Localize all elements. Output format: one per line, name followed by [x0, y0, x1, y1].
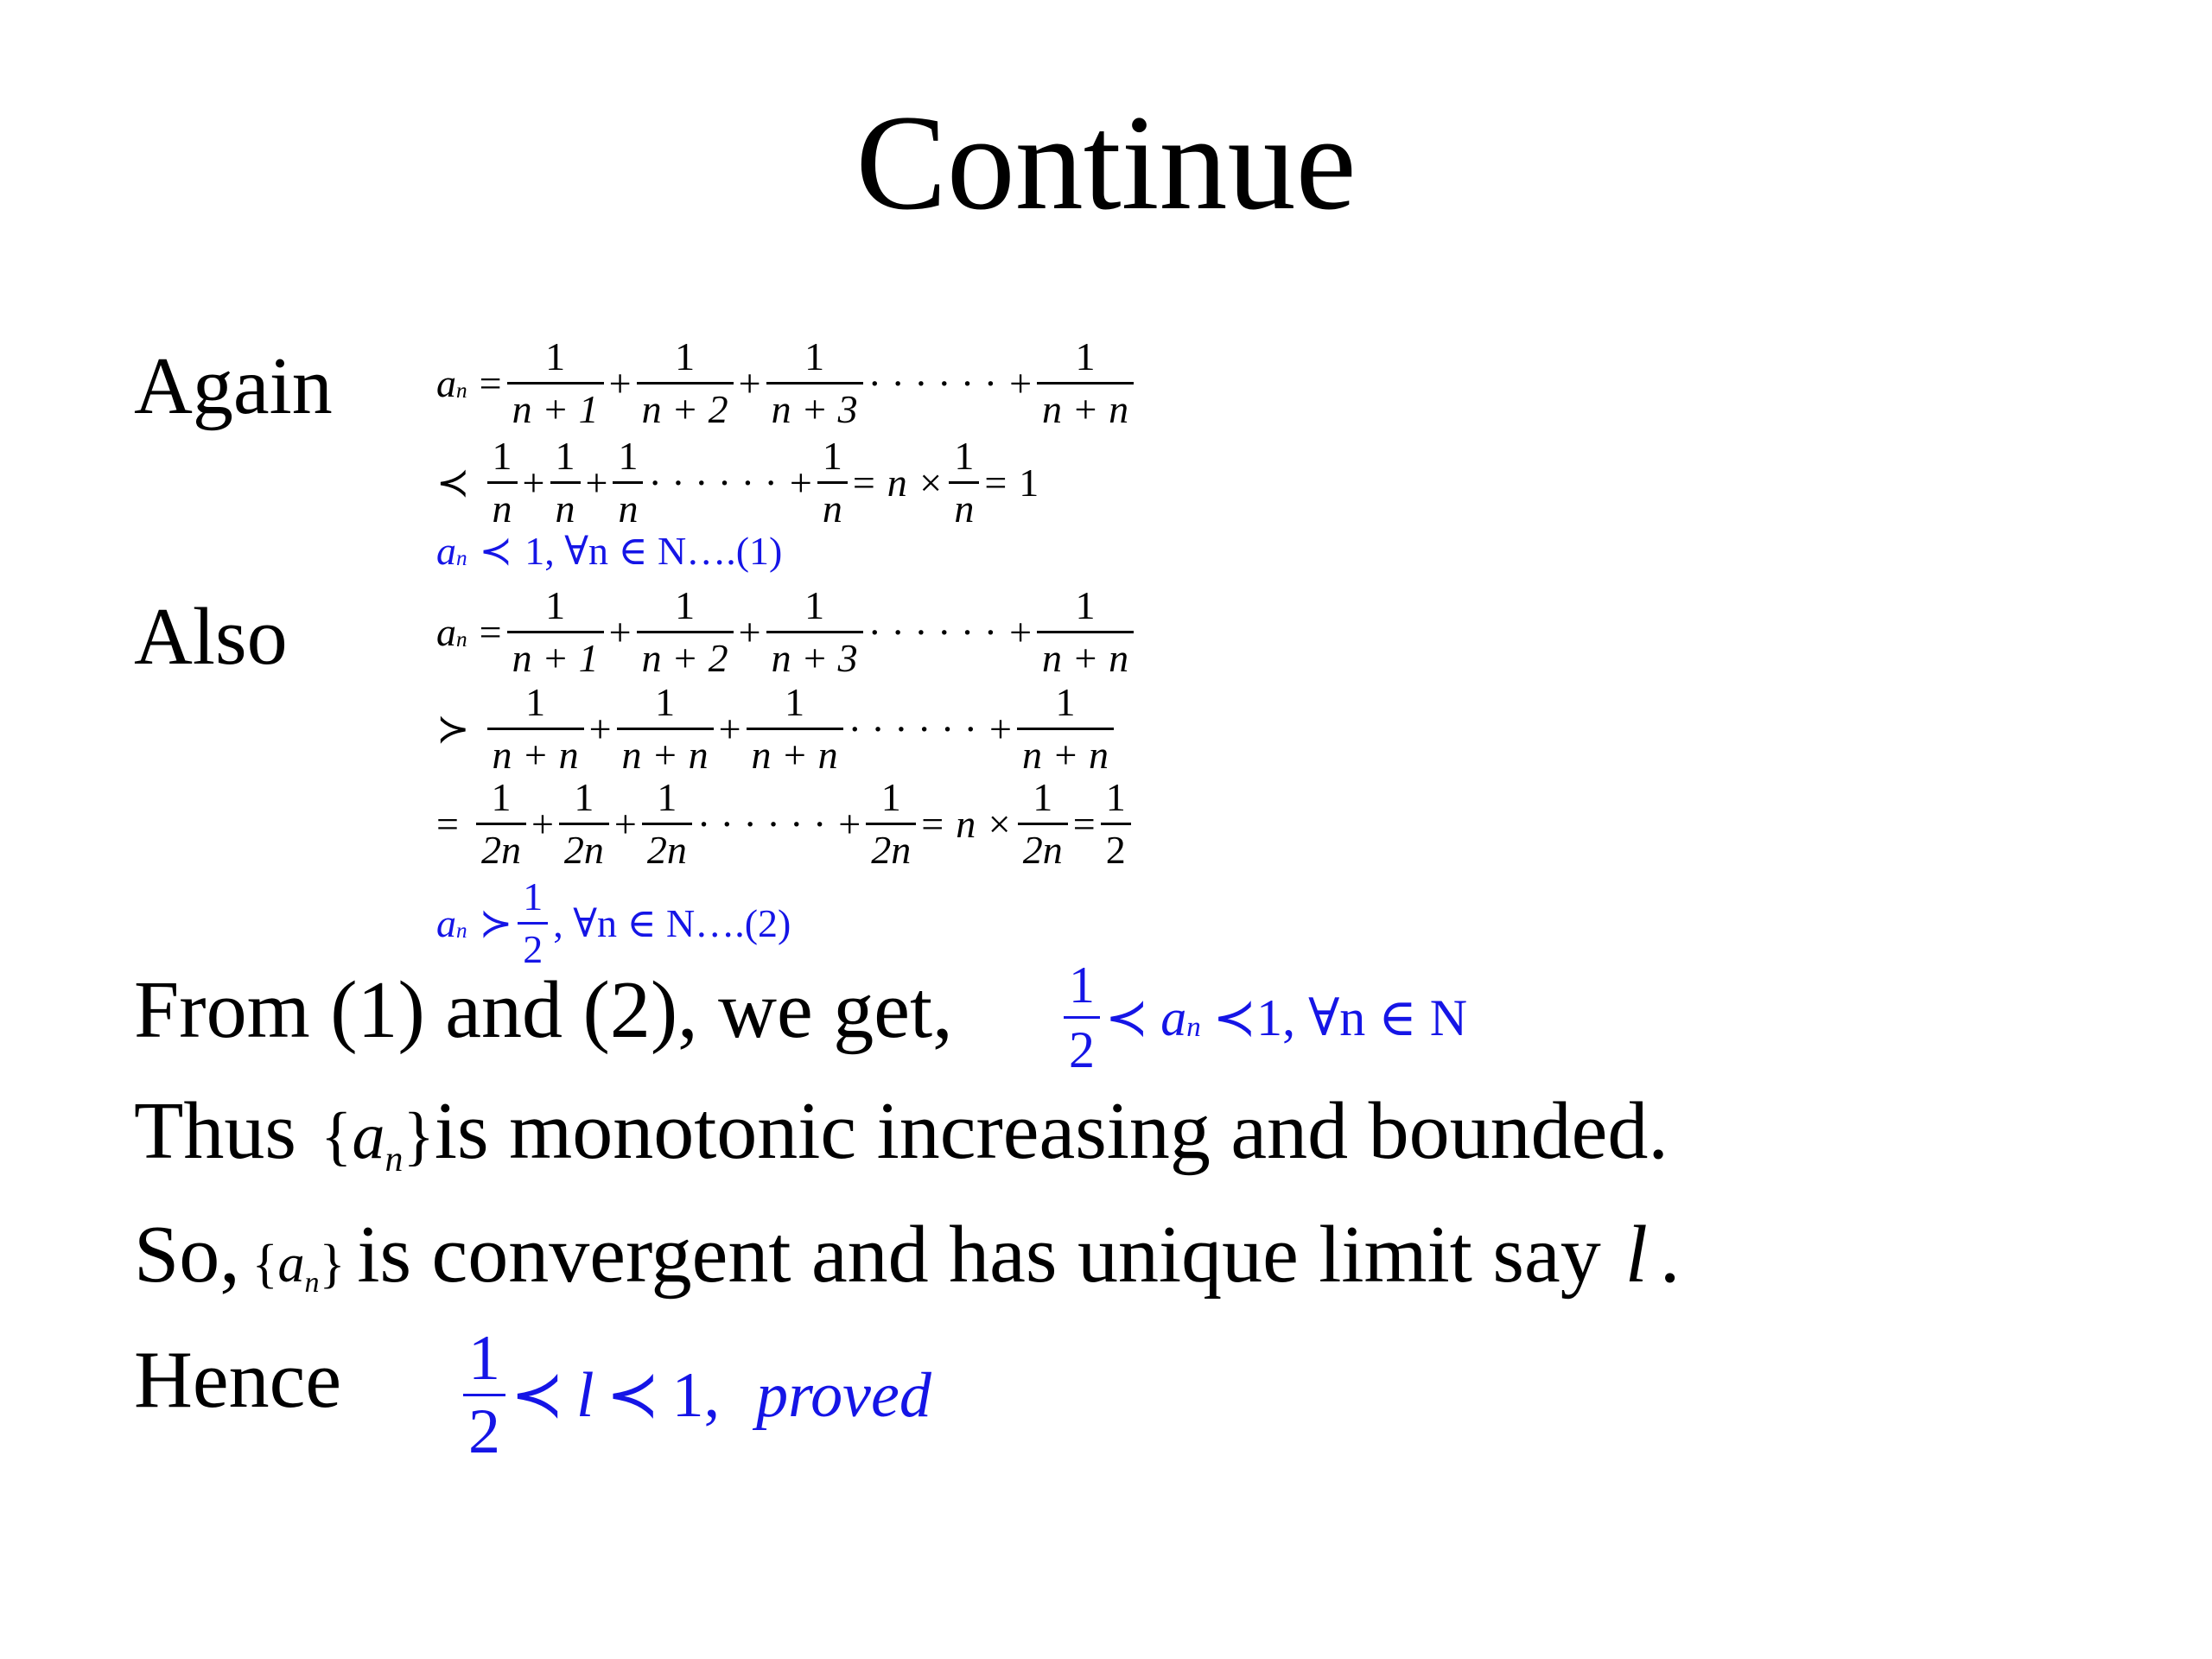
sentence-thus: Thus {an} is monotonic increasing and bounded.: [134, 1086, 1669, 1179]
label-also: Also: [134, 592, 288, 682]
label-again: Again: [134, 341, 333, 431]
equation-result-2: a n ≻ $\frac{1}{2}$ , ∀n ∈ N….(2): [436, 874, 791, 971]
equation-combined-bounds: $\frac{1}{2}$ ≺ a n ≺ 1 , ∀n ∈ N: [1058, 959, 1467, 1076]
equation-upper-bound: ≺ $\frac{1}{n}$ + $\frac{1}{n}$ + $\frac{1}{n}$ · · · · · · + $\frac{1}{n}$ = n × $\frac{1}{n}$ = 1: [436, 434, 1039, 531]
sequence-set: {an}: [321, 1100, 435, 1179]
equation-an-sum: a n = $\frac{1}{n + 1}$ + $\frac{1}{n + 2}$ + $\frac{1}{n + 3}$ · · · · · · + $\frac{1}{n + n}$: [436, 337, 1139, 429]
equation-result-1: a n ≺ 1 , ∀n ∈ N….(1): [436, 529, 783, 573]
sentence-from: From (1) and (2), we get,: [134, 965, 953, 1055]
label-hence: Hence: [134, 1335, 342, 1425]
sentence-so: So, {an} is convergent and has unique limit say l .: [134, 1210, 1681, 1300]
equation-conclusion: $\frac{1}{2}$ ≺ l ≺ 1 , proved: [458, 1326, 931, 1464]
sequence-set: {an}: [251, 1235, 346, 1299]
equation-lower-bound: ≻ $\frac{1}{n + n}$ + $\frac{1}{n + n}$ + $\frac{1}{n + n}$ · · · · · · + $\frac{1}{n + n}$: [436, 683, 1119, 775]
slide-title: Continue: [855, 87, 1357, 238]
equation-an-sum-again: a n = $\frac{1}{n + 1}$ + $\frac{1}{n + 2}$ + $\frac{1}{n + 3}$ · · · · · · + $\frac{1}{n + n}$: [436, 586, 1139, 678]
equation-half-sum: = $\frac{1}{2n}$ + $\frac{1}{2n}$ + $\frac{1}{2n}$ · · · · · · + $\frac{1}{2n}$ = n × $\frac{1}{2n}$ = $\frac{1}{2}$: [436, 778, 1136, 870]
proved-text: proved: [756, 1359, 931, 1431]
